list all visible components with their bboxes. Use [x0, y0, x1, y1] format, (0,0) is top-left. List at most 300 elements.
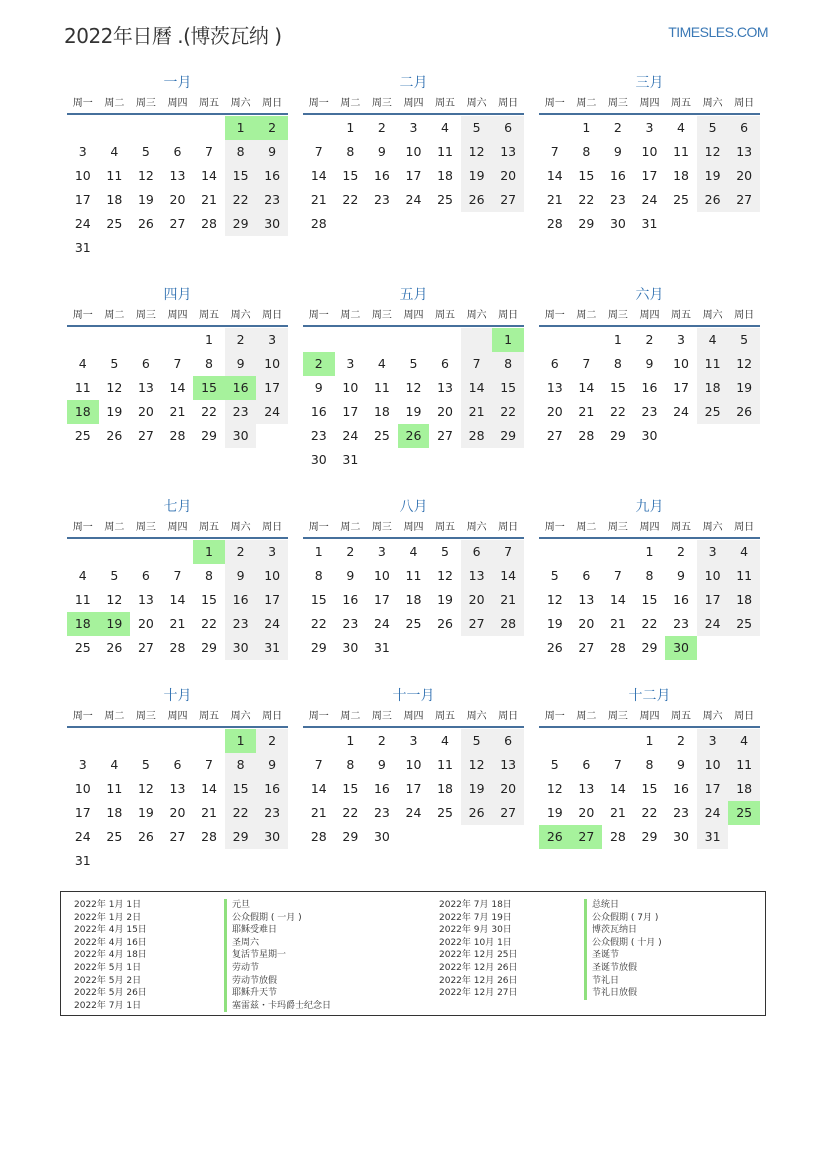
legend-names-right	[584, 899, 662, 1000]
day-cell: 5	[110, 356, 119, 371]
holiday-day-cell: 1	[193, 540, 225, 564]
day-cell: 2	[645, 332, 654, 347]
empty-cell	[193, 236, 225, 260]
legend-holiday-name: 博茨瓦纳日	[584, 924, 662, 937]
weekend-day-cell: 14	[461, 376, 493, 400]
weekday-label: 周五	[199, 711, 220, 722]
day-cell: 8	[582, 144, 591, 159]
weekend-day-cell: 19	[461, 777, 493, 801]
weekday-label: 周二	[576, 98, 597, 109]
legend-date: 2022年 9月 30日	[439, 925, 512, 936]
day-cell: 13	[578, 781, 595, 796]
weekday-label: 周六	[702, 522, 723, 533]
empty-cell	[335, 212, 367, 236]
weekday-label: 周二	[340, 711, 361, 722]
weekday-label: 周三	[135, 310, 156, 321]
day-cell: 29	[201, 640, 217, 655]
weekend-day-cell: 13	[492, 753, 524, 777]
weekday-label: 周一	[72, 711, 93, 722]
month-name: 十一月	[392, 688, 435, 704]
weekday-label: 周六	[230, 522, 251, 533]
day-grid	[303, 116, 524, 236]
month-name: 一月	[163, 75, 192, 91]
month-name: 九月	[635, 499, 664, 515]
holiday-day-cell: 26	[398, 424, 430, 448]
month-block	[303, 686, 524, 849]
weekend-day-cell: 13	[492, 140, 524, 164]
weekend-day-cell: 23	[256, 801, 288, 825]
weekend-day-cell: 29	[225, 825, 257, 849]
weekend-day-cell: 29	[225, 212, 257, 236]
weekend-day-cell: 25	[697, 400, 729, 424]
legend-holiday-name: 劳动节	[224, 962, 331, 975]
empty-cell	[256, 849, 288, 873]
legend-date: 2022年 12月 26日	[439, 975, 518, 986]
empty-cell	[162, 116, 194, 140]
weekend-day-cell: 15	[225, 164, 257, 188]
legend-date: 2022年 12月 27日	[439, 988, 518, 999]
day-cell: 15	[578, 168, 595, 183]
day-cell: 9	[377, 144, 386, 159]
day-cell: 29	[201, 428, 217, 443]
weekend-day-cell: 3	[697, 729, 729, 753]
weekday-label: 周六	[702, 711, 723, 722]
day-cell: 9	[377, 757, 386, 772]
weekday-label: 周一	[72, 522, 93, 533]
day-grid	[539, 540, 760, 660]
empty-cell	[602, 729, 634, 753]
empty-cell	[99, 116, 131, 140]
day-cell: 26	[137, 829, 154, 844]
weekday-label: 周四	[167, 98, 188, 109]
day-cell: 28	[169, 428, 186, 443]
weekday-label: 周三	[135, 711, 156, 722]
day-cell: 5	[550, 568, 559, 583]
day-cell: 4	[110, 144, 119, 159]
empty-cell	[99, 540, 131, 564]
empty-cell	[429, 212, 461, 236]
empty-cell	[398, 448, 430, 472]
month-name: 五月	[399, 287, 428, 303]
weekend-day-cell: 15	[492, 376, 524, 400]
weekday-label: 周五	[435, 310, 456, 321]
empty-cell	[256, 236, 288, 260]
day-grid	[67, 116, 288, 260]
empty-cell	[461, 636, 493, 660]
day-cell: 13	[169, 168, 186, 183]
day-cell: 3	[645, 120, 654, 135]
weekend-day-cell: 23	[225, 612, 257, 636]
day-cell: 17	[342, 404, 359, 419]
weekend-day-cell: 26	[697, 188, 729, 212]
empty-cell	[461, 448, 493, 472]
day-cell: 19	[546, 805, 563, 820]
weekend-day-cell: 11	[728, 753, 760, 777]
day-cell: 15	[641, 592, 658, 607]
legend-date: 2022年 5月 2日	[74, 975, 142, 986]
day-cell: 25	[405, 616, 422, 631]
day-cell: 1	[205, 332, 213, 347]
holiday-day-cell: 2	[256, 116, 288, 140]
month-name: 七月	[163, 499, 192, 515]
day-cell: 3	[409, 733, 418, 748]
empty-cell	[67, 328, 99, 352]
weekday-label: 周二	[340, 98, 361, 109]
empty-cell	[539, 540, 571, 564]
empty-cell	[602, 540, 634, 564]
day-cell: 1	[645, 544, 654, 559]
day-cell: 11	[106, 168, 123, 183]
empty-cell	[162, 236, 194, 260]
day-cell: 22	[310, 616, 327, 631]
day-cell: 23	[673, 805, 689, 820]
weekend-day-cell: 13	[461, 564, 493, 588]
day-cell: 21	[169, 404, 186, 419]
day-cell: 15	[609, 380, 626, 395]
day-cell: 6	[582, 757, 591, 772]
day-cell: 7	[613, 568, 622, 583]
weekday-label: 周三	[607, 310, 628, 321]
day-cell: 13	[578, 592, 595, 607]
day-cell: 10	[673, 356, 689, 371]
holiday-day-cell: 1	[492, 328, 524, 352]
empty-cell	[571, 729, 603, 753]
empty-cell	[571, 328, 603, 352]
day-cell: 28	[578, 428, 595, 443]
weekend-day-cell: 31	[697, 825, 729, 849]
weekend-day-cell: 9	[256, 753, 288, 777]
day-grid	[303, 729, 524, 849]
weekday-label: 周日	[262, 98, 283, 109]
day-cell: 22	[641, 616, 658, 631]
day-cell: 20	[169, 192, 186, 207]
empty-cell	[130, 729, 162, 753]
day-cell: 3	[377, 544, 386, 559]
weekend-day-cell: 8	[225, 753, 257, 777]
day-cell: 29	[310, 640, 327, 655]
day-cell: 15	[342, 168, 359, 183]
day-cell: 5	[110, 568, 119, 583]
weekend-day-cell: 9	[256, 140, 288, 164]
day-cell: 2	[346, 544, 355, 559]
day-cell: 11	[74, 380, 91, 395]
weekend-day-cell: 27	[728, 188, 760, 212]
weekday-label: 周五	[435, 522, 456, 533]
weekend-day-cell: 16	[225, 588, 257, 612]
day-cell: 27	[137, 428, 154, 443]
weekend-day-cell: 5	[461, 116, 493, 140]
weekday-label: 周六	[466, 310, 487, 321]
empty-cell	[67, 729, 99, 753]
day-cell: 20	[578, 805, 595, 820]
weekday-label: 周三	[135, 98, 156, 109]
weekend-day-cell: 9	[225, 352, 257, 376]
month-block	[539, 497, 760, 660]
weekday-label: 周四	[639, 711, 660, 722]
weekend-day-cell: 24	[697, 612, 729, 636]
legend-holiday-name: 复活节星期一	[224, 949, 331, 962]
weekend-day-cell: 19	[728, 376, 760, 400]
day-cell: 2	[677, 733, 685, 748]
month-block	[303, 73, 524, 236]
day-cell: 18	[437, 781, 453, 796]
day-cell: 31	[74, 853, 91, 868]
weekend-day-cell: 12	[461, 753, 493, 777]
day-cell: 20	[169, 805, 186, 820]
holiday-day-cell: 25	[728, 801, 760, 825]
day-cell: 23	[310, 428, 327, 443]
weekday-label: 周六	[230, 98, 251, 109]
month-block	[67, 686, 288, 873]
empty-cell	[461, 825, 493, 849]
weekday-label: 周五	[199, 522, 220, 533]
weekday-label: 周六	[702, 310, 723, 321]
month-block	[303, 497, 524, 660]
day-cell: 28	[169, 640, 186, 655]
legend-holiday-name: 圣诞节	[584, 949, 662, 962]
weekend-day-cell: 22	[492, 400, 524, 424]
day-cell: 23	[373, 192, 390, 207]
weekday-label: 周三	[371, 310, 392, 321]
day-cell: 27	[578, 640, 595, 655]
day-cell: 5	[409, 356, 418, 371]
day-grid	[303, 540, 524, 660]
weekend-day-cell: 21	[492, 588, 524, 612]
weekday-header	[67, 706, 288, 728]
weekday-label: 周日	[498, 522, 519, 533]
weekend-day-cell: 12	[461, 140, 493, 164]
weekday-label: 周六	[230, 711, 251, 722]
weekend-day-cell: 10	[697, 753, 729, 777]
day-cell: 2	[677, 544, 685, 559]
weekend-day-cell: 6	[728, 116, 760, 140]
day-cell: 24	[74, 829, 91, 844]
legend-date: 2022年 10月 1日	[439, 937, 512, 948]
weekend-day-cell: 3	[256, 540, 288, 564]
day-cell: 19	[405, 404, 422, 419]
legend-date: 2022年 5月 26日	[74, 988, 147, 999]
day-cell: 16	[641, 380, 658, 395]
weekend-day-cell: 2	[256, 729, 288, 753]
weekend-day-cell: 6	[492, 116, 524, 140]
empty-cell	[193, 729, 225, 753]
day-cell: 28	[201, 829, 217, 844]
weekend-day-cell: 25	[728, 612, 760, 636]
brand-logo-text: TIMESLES.COM	[668, 24, 768, 40]
day-cell: 25	[437, 192, 453, 207]
day-cell: 28	[201, 216, 217, 231]
day-cell: 16	[673, 781, 689, 796]
month-block	[539, 285, 760, 448]
empty-cell	[728, 825, 760, 849]
weekend-day-cell: 4	[697, 328, 729, 352]
weekday-label: 周日	[734, 98, 755, 109]
weekday-header	[67, 305, 288, 327]
legend-dates-left	[74, 899, 147, 1012]
empty-cell	[461, 328, 493, 352]
day-cell: 26	[106, 640, 123, 655]
empty-cell	[539, 729, 571, 753]
day-cell: 10	[74, 781, 91, 796]
day-cell: 17	[373, 592, 390, 607]
day-cell: 10	[373, 568, 390, 583]
month-block	[539, 686, 760, 849]
weekend-day-cell: 7	[461, 352, 493, 376]
day-cell: 3	[78, 757, 87, 772]
day-cell: 18	[373, 404, 390, 419]
weekday-header	[303, 517, 524, 539]
day-cell: 20	[137, 404, 154, 419]
day-cell: 14	[310, 168, 327, 183]
empty-cell	[429, 448, 461, 472]
day-cell: 24	[673, 404, 689, 419]
day-cell: 21	[169, 616, 186, 631]
day-cell: 25	[673, 192, 689, 207]
weekend-day-cell: 17	[256, 588, 288, 612]
weekday-label: 周六	[230, 310, 251, 321]
weekend-day-cell: 20	[728, 164, 760, 188]
day-cell: 8	[346, 757, 355, 772]
empty-cell	[429, 328, 461, 352]
day-cell: 14	[609, 592, 626, 607]
weekend-day-cell: 4	[728, 729, 760, 753]
day-cell: 24	[405, 192, 422, 207]
page-title: 2022年日曆 .(博茨瓦纳 )	[64, 24, 282, 48]
month-name: 六月	[635, 287, 664, 303]
day-cell: 4	[78, 356, 87, 371]
day-cell: 27	[169, 829, 186, 844]
day-cell: 27	[546, 428, 563, 443]
empty-cell	[162, 540, 194, 564]
weekend-day-cell: 15	[225, 777, 257, 801]
day-cell: 21	[310, 805, 327, 820]
weekend-day-cell: 29	[492, 424, 524, 448]
day-cell: 24	[342, 428, 359, 443]
day-cell: 24	[405, 805, 422, 820]
weekend-day-cell: 18	[728, 588, 760, 612]
weekday-header	[539, 517, 760, 539]
empty-cell	[461, 212, 493, 236]
day-cell: 28	[546, 216, 563, 231]
day-cell: 3	[677, 332, 685, 347]
day-grid	[539, 328, 760, 448]
weekend-day-cell: 18	[697, 376, 729, 400]
day-cell: 7	[173, 568, 182, 583]
weekend-day-cell: 9	[225, 564, 257, 588]
weekend-day-cell: 19	[461, 164, 493, 188]
weekday-header	[539, 706, 760, 728]
weekday-label: 周一	[308, 310, 329, 321]
day-cell: 18	[106, 192, 123, 207]
weekend-day-cell: 12	[697, 140, 729, 164]
weekend-day-cell: 27	[461, 612, 493, 636]
weekend-day-cell: 17	[697, 777, 729, 801]
weekend-day-cell: 17	[697, 588, 729, 612]
holiday-day-cell: 1	[225, 116, 257, 140]
empty-cell	[366, 212, 398, 236]
empty-cell	[303, 729, 335, 753]
day-cell: 6	[173, 144, 182, 159]
weekday-header	[539, 93, 760, 115]
day-cell: 16	[673, 592, 689, 607]
empty-cell	[398, 825, 430, 849]
day-cell: 15	[641, 781, 658, 796]
day-cell: 11	[673, 144, 689, 159]
weekday-label: 周一	[544, 310, 565, 321]
holiday-day-cell: 2	[303, 352, 335, 376]
day-cell: 22	[342, 192, 359, 207]
empty-cell	[429, 825, 461, 849]
weekend-day-cell: 28	[461, 424, 493, 448]
weekday-label: 周五	[199, 98, 220, 109]
empty-cell	[697, 424, 729, 448]
legend-holiday-name: 元旦	[224, 899, 331, 912]
day-cell: 26	[546, 640, 563, 655]
weekend-day-cell: 23	[225, 400, 257, 424]
day-cell: 14	[546, 168, 563, 183]
day-cell: 28	[609, 640, 626, 655]
day-cell: 25	[437, 805, 453, 820]
day-cell: 5	[550, 757, 559, 772]
day-cell: 4	[409, 544, 418, 559]
day-cell: 4	[677, 120, 685, 135]
day-cell: 24	[74, 216, 91, 231]
weekday-label: 周六	[466, 711, 487, 722]
day-cell: 26	[106, 428, 123, 443]
weekend-day-cell: 22	[225, 801, 257, 825]
day-cell: 21	[310, 192, 327, 207]
day-cell: 13	[437, 380, 453, 395]
holiday-day-cell: 18	[67, 400, 99, 424]
day-cell: 9	[613, 144, 622, 159]
empty-cell	[67, 540, 99, 564]
weekday-label: 周四	[403, 711, 424, 722]
legend-holiday-name: 公众假期 ( 7月 )	[584, 912, 662, 925]
weekday-label: 周三	[371, 522, 392, 533]
empty-cell	[492, 825, 524, 849]
day-cell: 12	[137, 168, 154, 183]
weekday-header	[303, 305, 524, 327]
day-cell: 8	[314, 568, 323, 583]
day-cell: 19	[106, 404, 123, 419]
day-cell: 12	[106, 592, 123, 607]
day-cell: 23	[641, 404, 658, 419]
weekday-label: 周一	[72, 310, 93, 321]
weekend-day-cell: 5	[461, 729, 493, 753]
holiday-day-cell: 16	[225, 376, 257, 400]
day-cell: 22	[578, 192, 595, 207]
weekend-day-cell: 31	[256, 636, 288, 660]
empty-cell	[366, 448, 398, 472]
weekend-day-cell: 26	[461, 188, 493, 212]
day-cell: 22	[201, 404, 217, 419]
day-cell: 2	[613, 120, 622, 135]
day-cell: 31	[641, 216, 658, 231]
day-cell: 17	[74, 805, 91, 820]
weekday-label: 周三	[607, 711, 628, 722]
month-block	[539, 73, 760, 236]
weekend-day-cell: 16	[256, 777, 288, 801]
day-cell: 7	[582, 356, 591, 371]
empty-cell	[130, 116, 162, 140]
day-cell: 9	[346, 568, 355, 583]
weekend-day-cell: 30	[225, 424, 257, 448]
weekday-label: 周三	[371, 711, 392, 722]
day-cell: 31	[373, 640, 390, 655]
day-cell: 18	[405, 592, 422, 607]
day-cell: 12	[546, 592, 563, 607]
day-cell: 8	[205, 568, 213, 583]
